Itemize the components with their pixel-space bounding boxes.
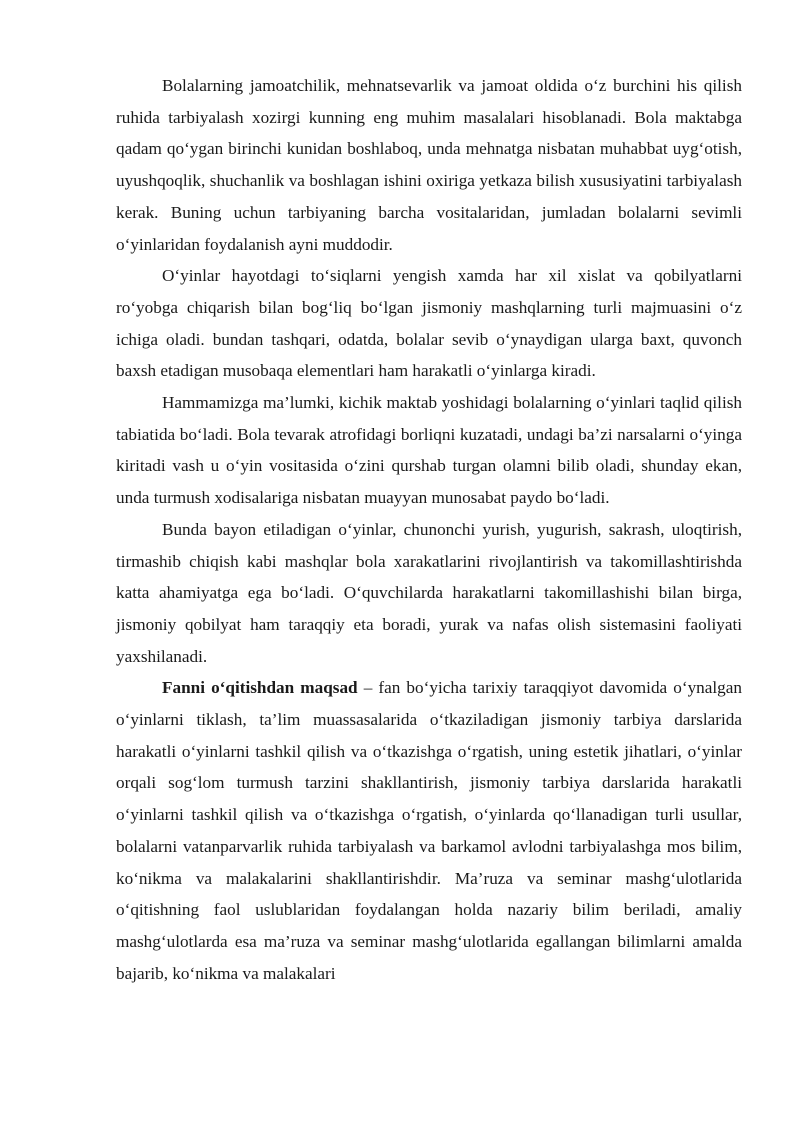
paragraph-2 <box>116 260 742 387</box>
paragraph-1 <box>116 70 742 260</box>
paragraph-5 <box>116 672 742 989</box>
paragraph-4-text: Bunda bayon etiladigan o‘yinlar, chunonchi yurish, yugurish, sakrash, uloqtirish, tirmashib chiqish kabi mashqlar bola xarakatlarini rivojlantirish va takomillashtirishda katta ahamiyatga ega bo‘ladi. O‘quvchilarda harakatlarni takomillashishi bilan birga, jismoniy qobilyat ham taraqqiy eta boradi, yurak va nafas olish sistemasini faoliyati yaxshilanadi. <box>116 519 742 666</box>
paragraph-4 <box>116 514 742 673</box>
paragraph-2-text: O‘yinlar hayotdagi to‘siqlarni yengish xamda har xil xislat va qobilyatlarni ro‘yobga chiqarish bilan bog‘liq bo‘lgan jismoniy mashqlarning turli majmuasini o‘z ichiga oladi. bundan tashqari, odatda, bolalar sevib o‘ynaydigan ularga baxt, quvonch baxsh etadigan musobaqa elementlari ham harakatli o‘yinlarga kiradi. <box>116 266 742 381</box>
paragraph-5-bold-lead: Fanni o‘qitishdan maqsad <box>162 678 358 698</box>
paragraph-1-text: Bolalarning jamoatchilik, mehnatsevarlik va jamoat oldida o‘z burchini his qilish ruhida tarbiyalash xozirgi kunning eng muhim masalalari hisoblanadi. Bola maktabga qadam qo‘ygan birinchi kunidan boshlaboq, unda mehnatga nisbatan muhabbat uyg‘otish, uyushqoqlik, shuchanlik va boshlagan ishini oxiriga yetkaza bilish xususiyatini tarbiyalash kerak. Buning uchun tarbiyaning barcha vositalaridan, jumladan bolalarni sevimli o‘yinlaridan foydalanish ayni muddodir. <box>116 76 742 254</box>
paragraph-3 <box>116 387 742 514</box>
document-body <box>116 70 742 989</box>
paragraph-3-text: Hammamizga ma’lumki, kichik maktab yoshidagi bolalarning o‘yinlari taqlid qilish tabiatida bo‘ladi. Bola tevarak atrofidagi borliqni kuzatadi, undagi ba’zi narsalarni o‘yinga kiritadi vash u o‘yin vositasida o‘zini qurshab turgan olamni bilib oladi, shunday ekan, unda turmush xodisalariga nisbatan muayyan munosabat paydo bo‘ladi. <box>116 393 742 508</box>
paragraph-5-text: – fan bo‘yicha tarixiy taraqqiyot davomida o‘ynalgan o‘yinlarni tiklash, ta’lim muassasalarida o‘tkaziladigan jismoniy tarbiya darslarida harakatli o‘yinlarni tashkil qilish va o‘tkazishga o‘rgatish, uning estetik jihatlari, o‘yinlar orqali sog‘lom turmush tarzini shakllantirish, jismoniy tarbiya darslarida harakatli o‘yinlarni tashkil qilish va o‘tkazishga o‘rgatish, o‘yinlarda qo‘llanadigan turli usullar, bolalarni vatanparvarlik ruhida tarbiyalash va barkamol avlodni tarbiyalashga mos bilim, ko‘nikma va malakalarini shakllantirishdir. Ma’ruza va seminar mashg‘ulotlarida o‘qitishning faol uslublaridan foydalangan holda nazariy bilim beriladi, amaliy mashg‘ulotlarda esa ma’ruza va seminar mashg‘ulotlarida egallangan bilimlarni amalda bajarib, ko‘nikma va malakalari <box>116 678 742 983</box>
